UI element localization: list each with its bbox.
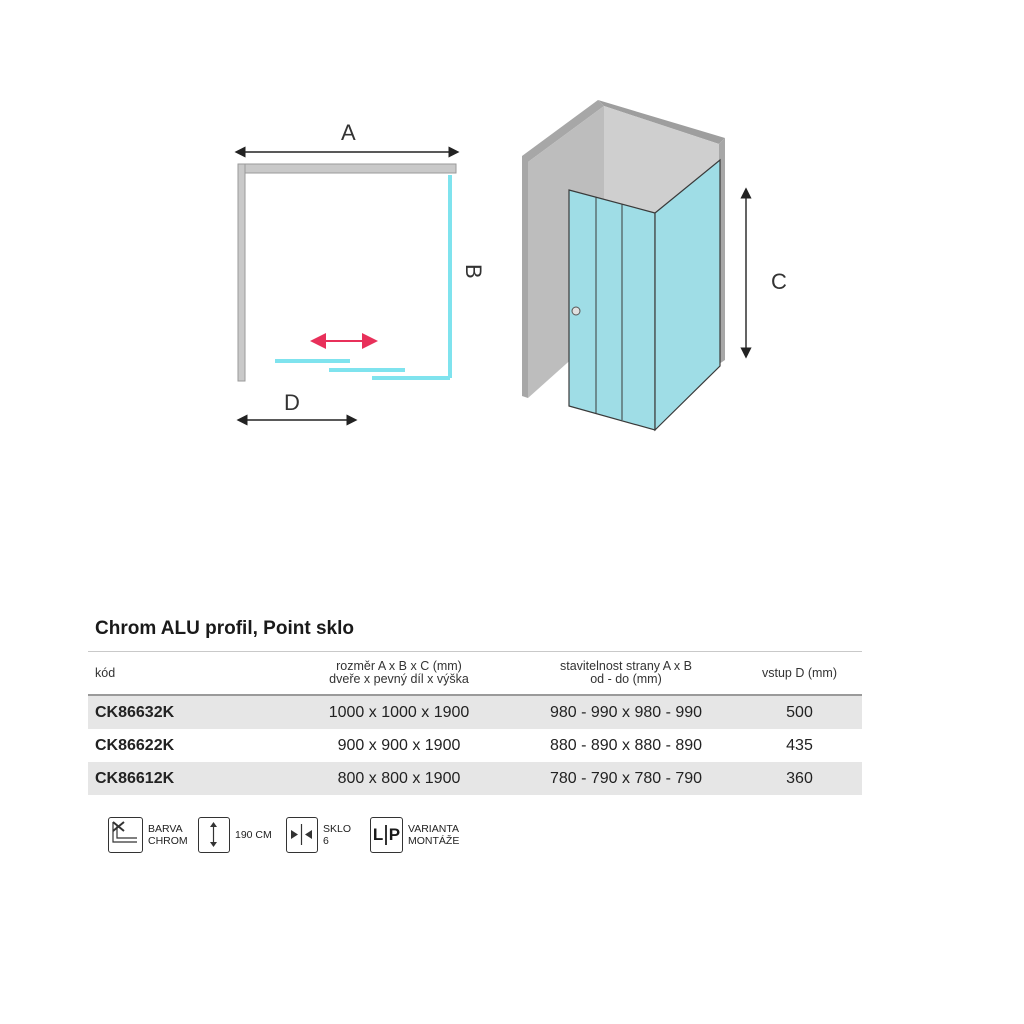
- dimension-c-label: C: [771, 269, 787, 294]
- mounting-variant-icon: [370, 817, 403, 853]
- lp-right-letter: P: [388, 825, 401, 844]
- lp-left-letter: L: [372, 825, 384, 844]
- dimension-a-label: A: [341, 120, 356, 145]
- legend-glass-line2: 6: [323, 835, 329, 847]
- door-glass: [569, 190, 655, 430]
- spec-table: [88, 651, 862, 795]
- legend-height: [198, 816, 272, 854]
- header-adjust-line1: stavitelnost strany A x B: [559, 659, 692, 673]
- cell-code: CK86632K: [88, 695, 283, 729]
- table-row: [88, 762, 862, 795]
- plan-top-wall: [238, 164, 456, 173]
- header-size-line2: dveře x pevný díl x výška: [329, 672, 469, 686]
- table-row: [88, 695, 862, 729]
- door-knob: [572, 307, 580, 315]
- header-size: [283, 652, 515, 696]
- height-icon: [198, 817, 230, 853]
- cell-adjust: 980 - 990 x 980 - 990: [515, 695, 737, 729]
- header-adjust: [515, 652, 737, 696]
- cell-entry: 435: [786, 736, 813, 754]
- plan-view: [238, 120, 486, 420]
- legend-variant: [370, 816, 459, 854]
- dimension-d-label: D: [284, 390, 300, 415]
- header-code: kód: [88, 652, 283, 696]
- plan-left-wall: [238, 164, 245, 381]
- legend-glass-line1: SKLO: [323, 823, 352, 835]
- cell-size: 800 x 800 x 1900: [283, 762, 515, 795]
- header-entry: vstup D (mm): [737, 652, 862, 696]
- profile-color-icon: [108, 817, 143, 853]
- table-header-row: [88, 652, 862, 696]
- legend-variant-line1: VARIANTA: [408, 823, 459, 835]
- legend-color-line2: CHROM: [148, 835, 188, 847]
- product-title: Chrom ALU profil, Point sklo: [95, 618, 354, 639]
- legend-height-text: 190 CM: [235, 829, 272, 841]
- legend-glass: [286, 816, 351, 854]
- header-size-line1: rozměr A x B x C (mm): [336, 659, 462, 673]
- perspective-view: [522, 100, 787, 430]
- header-adjust-line2: od - do (mm): [590, 672, 662, 686]
- legend-variant-line2: MONTÁŽE: [408, 835, 460, 847]
- cell-entry: 500: [737, 695, 862, 729]
- cell-adjust: 880 - 890 x 880 - 890: [549, 736, 703, 754]
- cell-entry: 360: [737, 762, 862, 795]
- legend-color-line1: BARVA: [148, 823, 183, 835]
- dimension-b-label: B: [461, 264, 486, 279]
- cell-code: CK86612K: [88, 762, 283, 795]
- cell-adjust: 780 - 790 x 780 - 790: [515, 762, 737, 795]
- cell-size: 900 x 900 x 1900: [337, 736, 461, 754]
- cell-size: 1000 x 1000 x 1900: [283, 695, 515, 729]
- cell-code: CK86622K: [95, 736, 175, 754]
- legend-color: [108, 816, 188, 854]
- glass-thickness-icon: [286, 817, 318, 853]
- table-row: [88, 729, 862, 762]
